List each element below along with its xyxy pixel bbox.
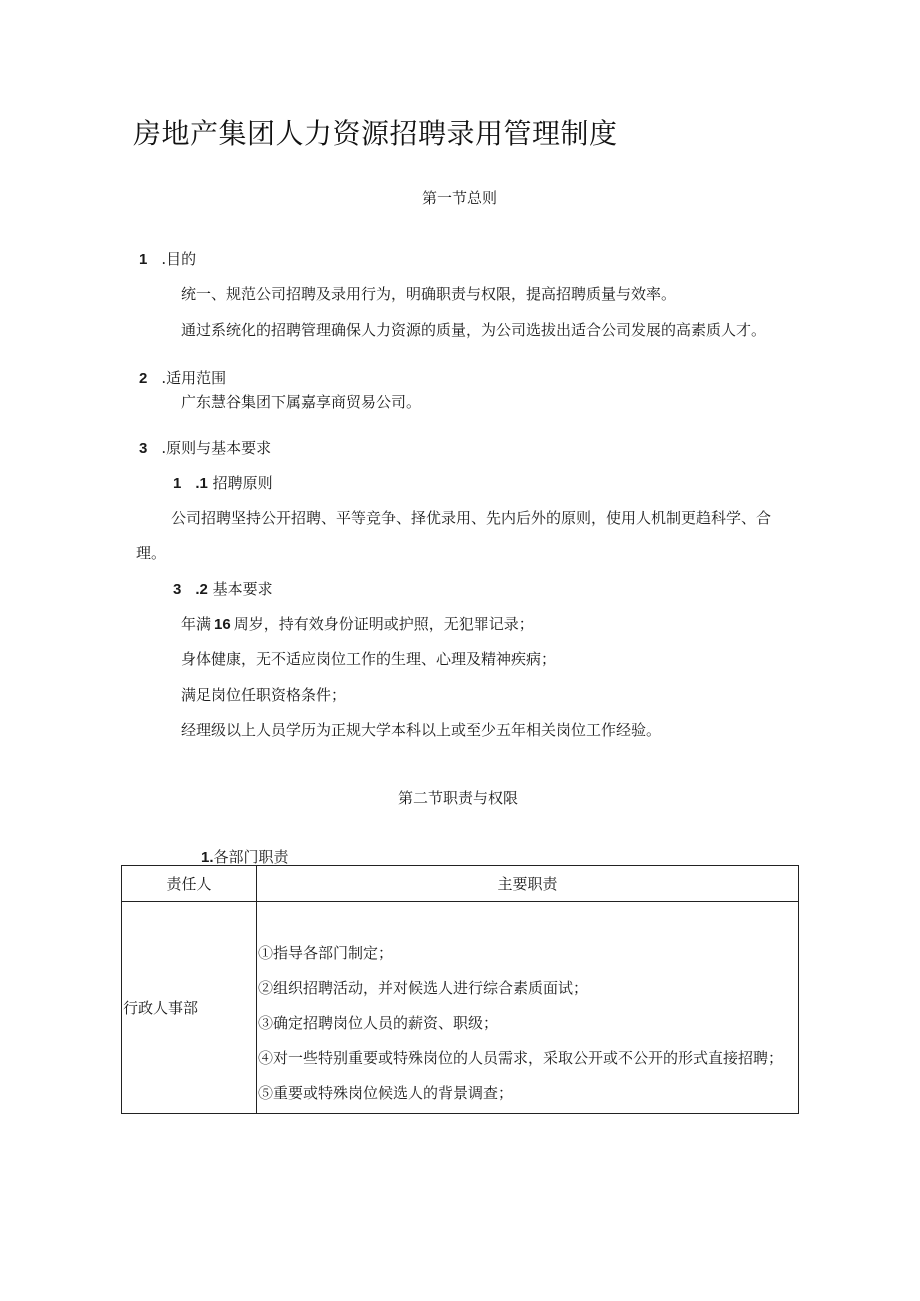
item-1-number: 1 [139,251,148,268]
subitem-3-1-label: .1 [195,475,208,492]
requirement-2: 身体健康，无不适应岗位工作的生理、心理及精神疾病； [181,650,557,668]
purpose-paragraph-2: 通过系统化的招聘管理确保人力资源的质量，为公司选拔出适合公司发展的高素质人才。 [181,321,767,339]
scope-paragraph: 广东慧谷集团下属嘉享商贸易公司。 [181,393,422,411]
duty-item-1: ①指导各部门制定； [258,944,394,962]
subitem-3-1-text: 招聘原则 [212,474,273,492]
principle-paragraph-line-1: 公司招聘坚持公开招聘、平等竞争、择优录用、先内后外的原则，使用人机制更趋科学、合 [171,509,772,527]
item-2-number: 2 [139,370,148,387]
subitem-3-1-number: 1 [173,475,182,492]
requirement-4: 经理级以上人员学历为正规大学本科以上或至少五年相关岗位工作经验。 [181,721,662,739]
duty-item-2: ②组织招聘活动，并对候选人进行综合素质面试； [258,979,589,997]
requirement-3: 满足岗位任职资格条件； [181,686,347,704]
item-2-label: .适用范围 [161,369,227,387]
requirement-1-age: 16 [214,616,231,633]
department-duties-table [121,865,799,1114]
duty-item-3: ③确定招聘岗位人员的薪资、职级； [258,1014,499,1032]
header-owner: 责任人 [122,866,257,902]
duties-cell [257,902,799,1114]
section-heading-2: 第二节职责与权限 [398,789,519,807]
subitem-3-2-number: 3 [173,581,182,598]
document-title: 房地产集团人力资源招聘录用管理制度 [133,117,618,150]
section-heading-1: 第一节总则 [422,189,498,207]
table-row [122,902,799,1114]
table-header-row [122,866,799,902]
item-1-label: .目的 [161,250,197,268]
item-3-label: .原则与基本要求 [161,439,272,457]
subitem-3-1-heading [173,472,273,493]
requirement-1 [181,613,534,634]
header-main-duties: 主要职责 [257,866,799,902]
requirement-1-suffix: 周岁，持有效身份证明或护照，无犯罪记录； [233,615,534,633]
owner-cell: 行政人事部 [122,902,257,1114]
subitem-3-2-heading [173,578,273,599]
duty-item-5: ⑤重要或特殊岗位候选人的背景调查； [258,1084,514,1102]
purpose-paragraph-1: 统一、规范公司招聘及录用行为，明确职责与权限，提高招聘质量与效率。 [181,285,677,303]
subitem-3-2-label: .2 [195,581,208,598]
item-3-heading [139,437,271,458]
requirement-1-prefix: 年满 [181,615,212,633]
subitem-3-2-text: 基本要求 [212,580,273,598]
item-1-heading [139,248,196,269]
section-2-item-1-number: 1. [201,849,214,866]
duty-item-4: ④对一些特别重要或特殊岗位的人员需求，采取公开或不公开的形式直接招聘； [258,1049,784,1067]
item-2-heading [139,367,226,388]
section-2-item-1-label: 各部门职责 [213,848,289,866]
item-3-number: 3 [139,440,148,457]
section-2-item-1-heading [201,846,289,867]
principle-paragraph-line-2: 理。 [136,544,167,562]
